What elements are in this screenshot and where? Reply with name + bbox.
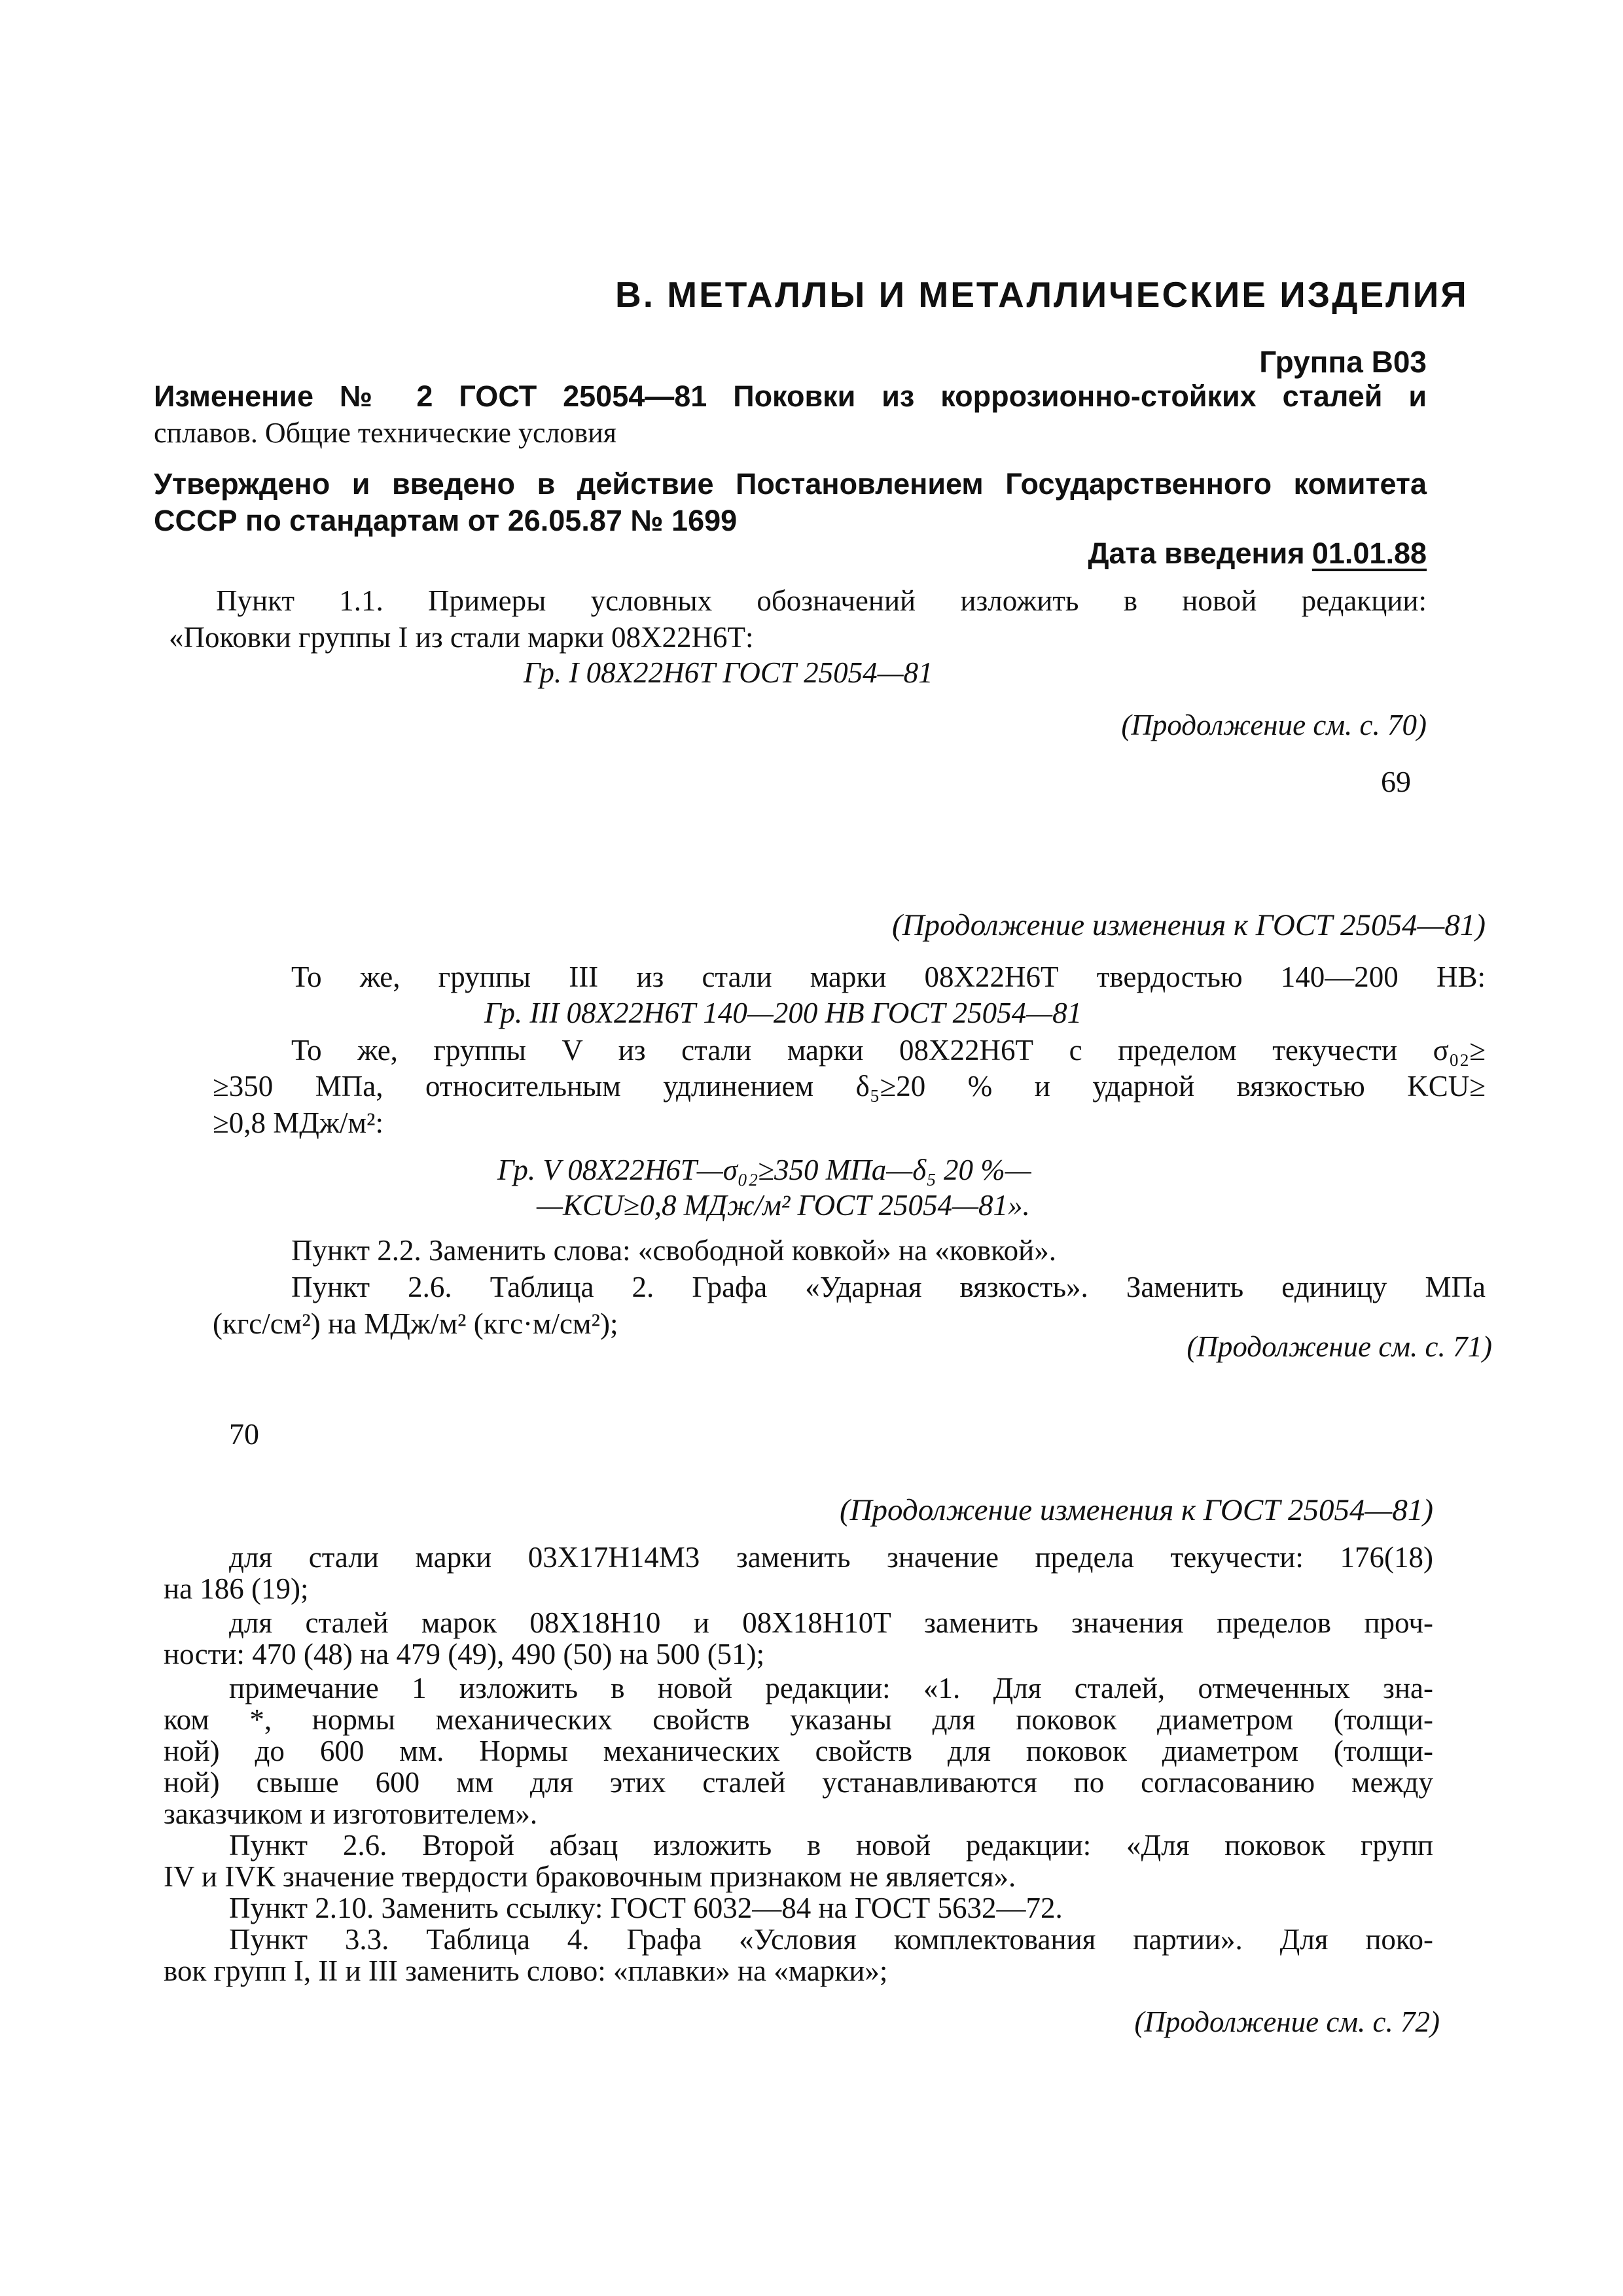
group-code: Группа В03 [1259, 345, 1427, 379]
intro-date [851, 535, 1427, 572]
p26-line2: (кгс/см²) на МДж/м² (кгс·м/см²); [213, 1307, 618, 1340]
formula-3-line1: Гр. V 08Х22Н6Т—σ₀₂≥350 МПа—δ₅ 20 %— [497, 1154, 1031, 1186]
page3-line11: IV и IVК значение твердости браковочным признаком не является». [164, 1860, 1016, 1893]
page2-line5: ≥0,8 МДж/м²: [213, 1106, 383, 1139]
change-title-cont: сплавов. Общие технические условия [154, 417, 616, 449]
formula-2: Гр. III 08Х22Н6Т 140—200 НВ ГОСТ 25054—81 [484, 997, 1082, 1029]
page3-text6: ком *, нормы механических свойств указаны для поковок диаметром (толщи- [164, 1703, 1433, 1736]
page-number-69: 69 [1381, 765, 1411, 798]
page3-line9: заказчиком и изготовителем». [164, 1797, 538, 1830]
page3-text1: для стали марки 03Х17Н14М3 заменить значение предела текучести: 176(18) [229, 1541, 1433, 1574]
page3-text3: для сталей марок 08Х18Н10 и 08Х18Н10Т заменить значения пределов проч- [229, 1606, 1433, 1639]
p11-line1 [216, 582, 1427, 619]
p11-line2: «Поковки группы I из стали марки 08Х22Н6Т: [169, 621, 754, 654]
page3-text13: Пункт 3.3. Таблица 4. Графа «Условия комплектования партии». Для поко- [229, 1923, 1433, 1956]
page3-text5: примечание 1 изложить в новой редакции: «1. Для сталей, отмеченных зна- [229, 1672, 1433, 1704]
intro-date-value: 01.01.88 [1311, 537, 1427, 570]
continued-note-2: (Продолжение см. с. 71) [1186, 1330, 1492, 1363]
page3-text10: Пункт 2.6. Второй абзац изложить в новой редакции: «Для поковок групп [229, 1829, 1433, 1862]
formula-1: Гр. I 08Х22Н6Т ГОСТ 25054—81 [524, 656, 933, 689]
page2-line1 [291, 959, 1486, 995]
page2-text4: ≥350 МПа, относительным удлинением δ₅≥20 % и ударной вязкостью KCU≥ [213, 1070, 1486, 1103]
approved-text1: Утверждено и введено в действие Постановлением Государственного комитета [154, 467, 1427, 501]
page3-line14: вок групп I, II и III заменить слово: «плавки» на «марки»; [164, 1954, 888, 1987]
page3-line2: на 186 (19); [164, 1572, 309, 1605]
page3-header: (Продолжение изменения к ГОСТ 25054—81) [839, 1493, 1433, 1527]
p11-text1: Пункт 1.1. Примеры условных обозначений изложить в новой редакции: [216, 584, 1427, 617]
approved-line1 [154, 466, 1427, 503]
page2-text3: То же, группы V из стали марки 08Х22Н6Т с пределом текучести σ₀₂≥ [291, 1034, 1486, 1067]
page2-header: (Продолжение изменения к ГОСТ 25054—81) [891, 908, 1486, 942]
change-title-line1: Изменение № 2 ГОСТ 25054—81 Поковки из коррозионно-стойких сталей и [154, 380, 1427, 413]
p26-line1 [291, 1269, 1486, 1305]
formula-3-line2: —KCU≥0,8 МДж/м² ГОСТ 25054—81». [537, 1189, 1030, 1222]
continued-note-3: (Продолжение см. с. 72) [1134, 2005, 1440, 2038]
continued-note-1: (Продолжение см. с. 70) [1121, 709, 1427, 741]
page2-line3 [291, 1032, 1486, 1069]
page2-text1: То же, группы III из стали марки 08Х22Н6Т твердостью 140—200 НВ: [291, 961, 1486, 993]
p22-line: Пункт 2.2. Заменить слова: «свободной ковкой» на «ковкой». [291, 1234, 1056, 1267]
intro-date-label: Дата введения [1088, 537, 1305, 570]
p26-text1: Пункт 2.6. Таблица 2. Графа «Ударная вязкость». Заменить единицу МПа [291, 1271, 1486, 1303]
section-title: В. МЕТАЛЛЫ И МЕТАЛЛИЧЕСКИЕ ИЗДЕЛИЯ [615, 274, 1469, 315]
page-number-70: 70 [229, 1417, 259, 1451]
approved-line2: СССР по стандартам от 26.05.87 № 1699 [154, 504, 738, 537]
page3-text7: ной) до 600 мм. Нормы механических свойств для поковок диаметром (толщи- [164, 1735, 1433, 1767]
change-title [154, 378, 1427, 415]
page3-line1 [229, 1539, 1433, 1576]
page3-line12: Пункт 2.10. Заменить ссылку: ГОСТ 6032—84 на ГОСТ 5632—72. [229, 1892, 1063, 1924]
page3-text8: ной) свыше 600 мм для этих сталей устанавливаются по согласованию между [164, 1766, 1433, 1799]
page3-line4: ности: 470 (48) на 479 (49), 490 (50) на 500 (51); [164, 1638, 765, 1670]
page2-line4 [213, 1068, 1486, 1104]
